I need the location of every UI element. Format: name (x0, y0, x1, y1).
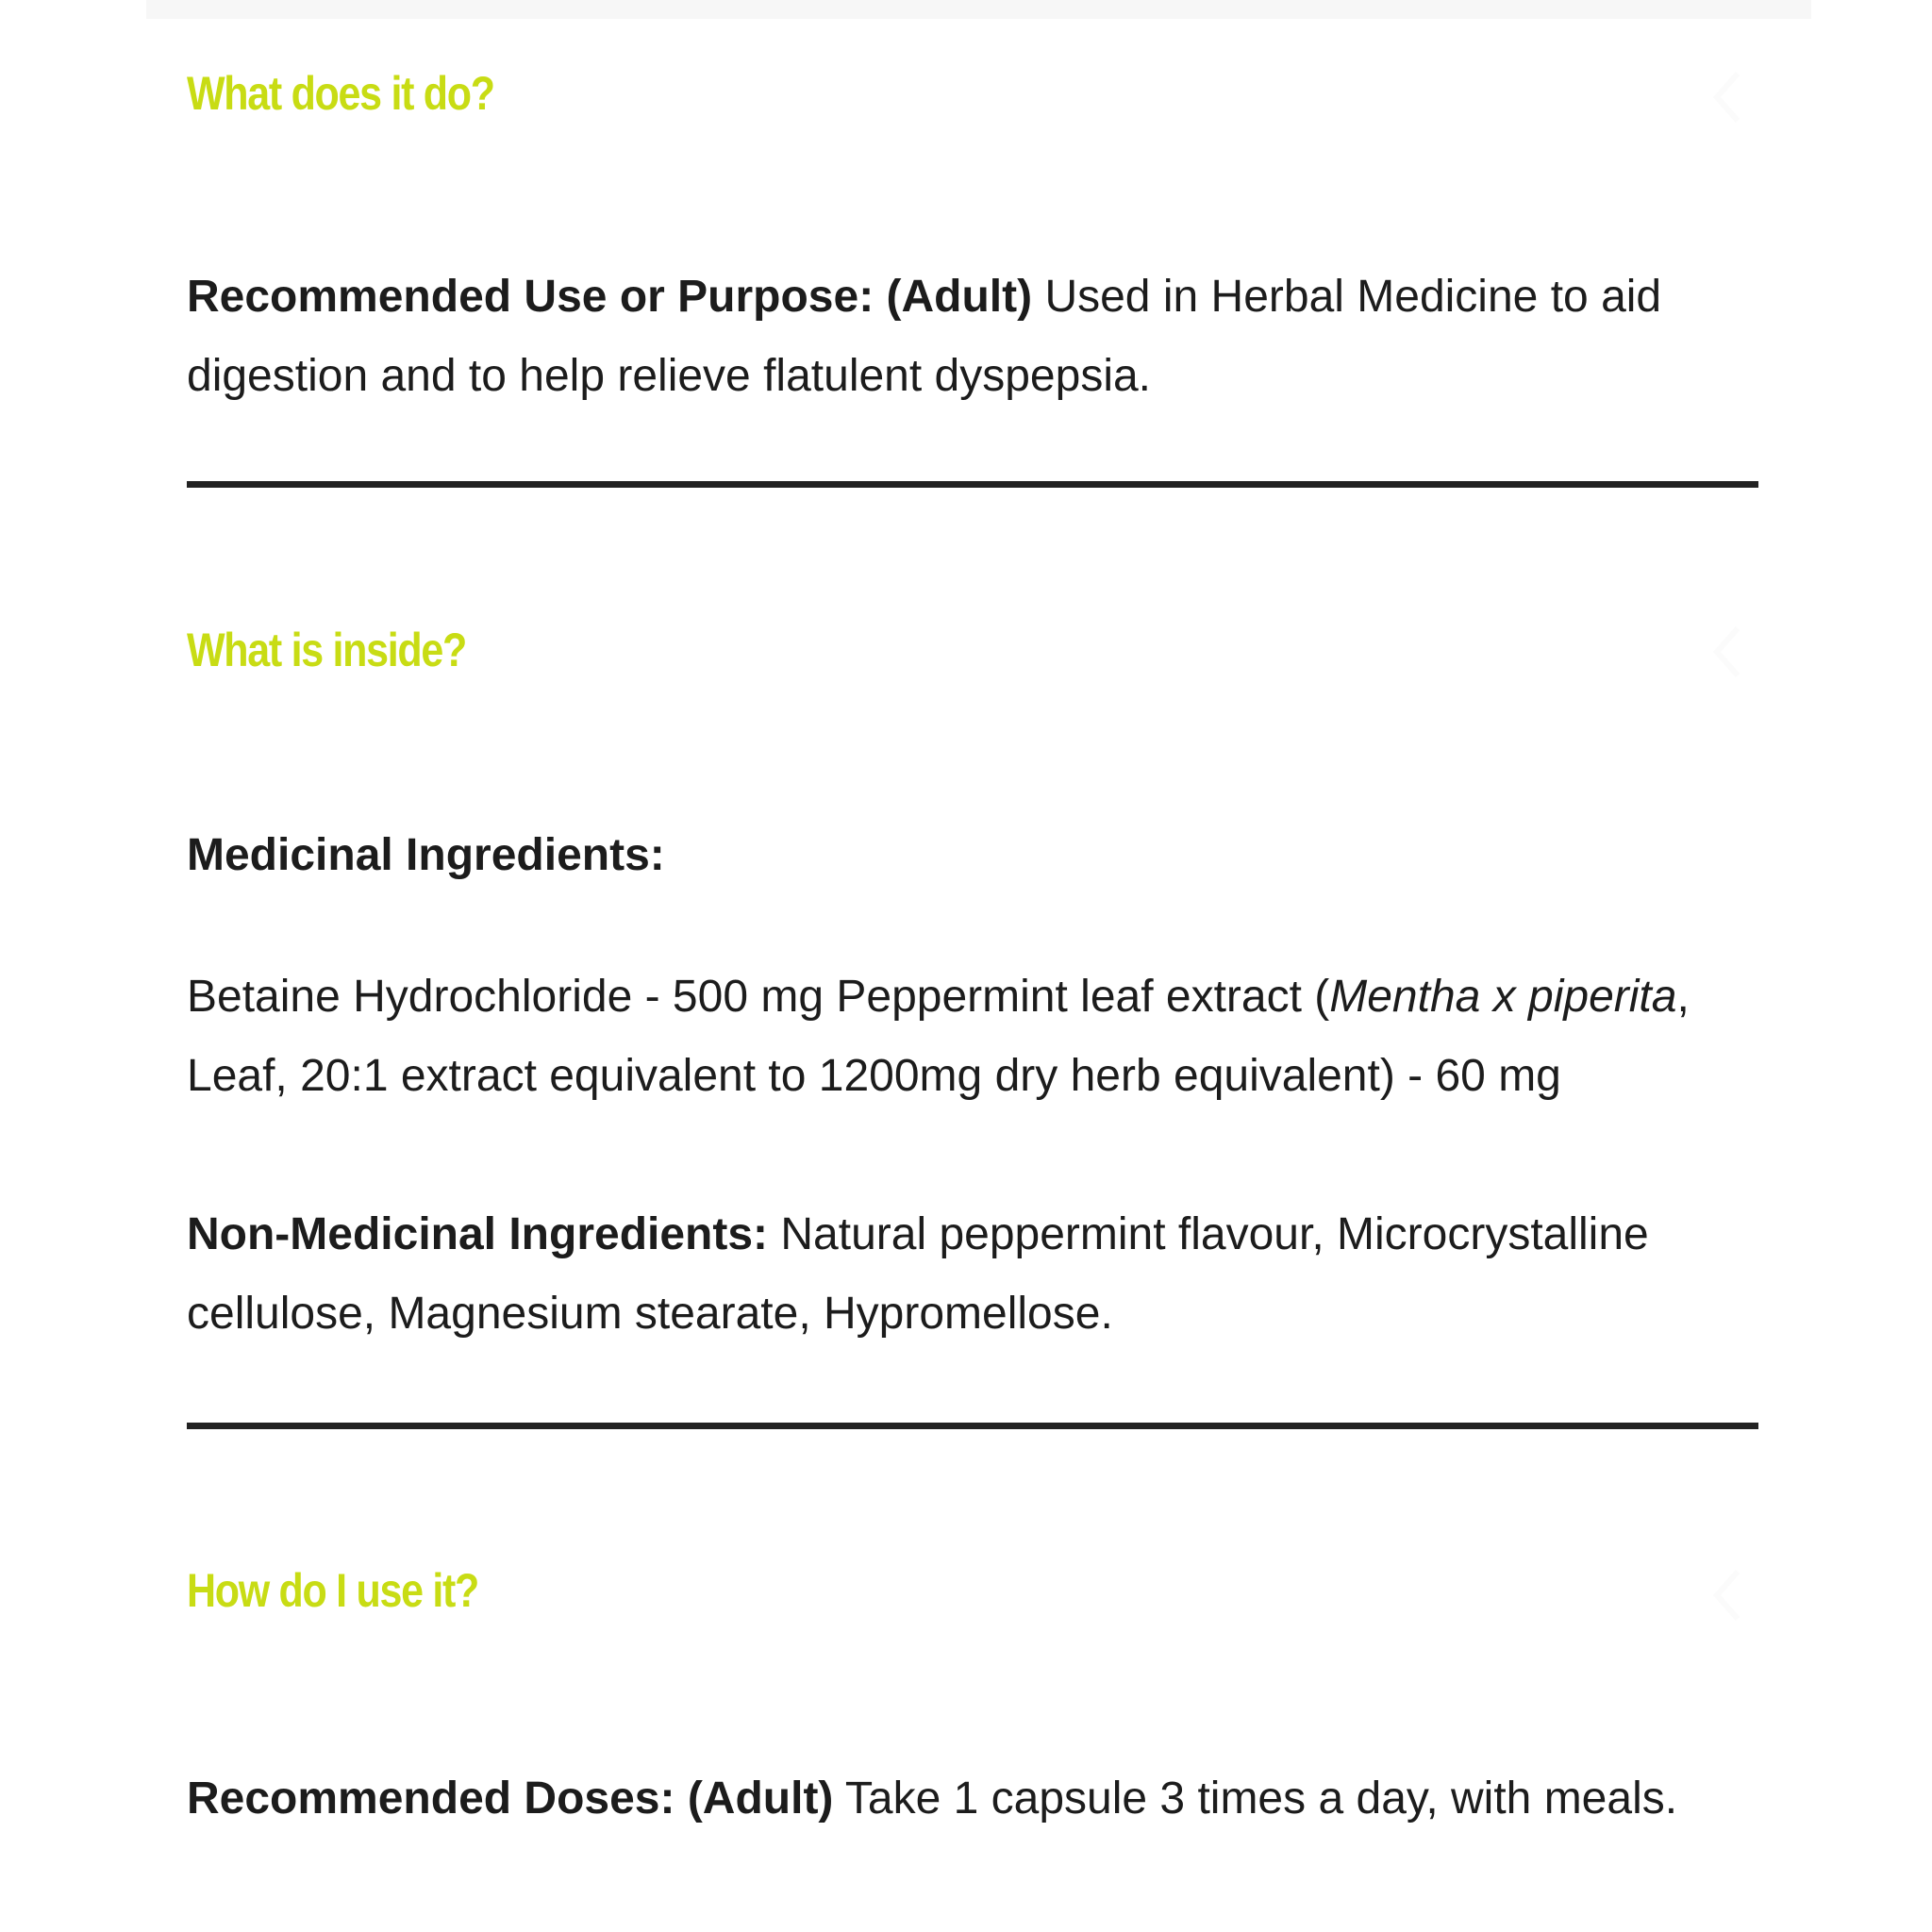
section-heading-how-do-i-use-it[interactable]: How do I use it? (187, 1564, 479, 1617)
medicinal-ingredients-text (187, 958, 1757, 1116)
latin-name: Mentha x piperita (1329, 972, 1677, 1022)
medicinal-ingredients-part1: Betaine Hydrochloride - 500 mg Peppermint leaf extract ( (187, 972, 1330, 1022)
recommended-use-text (187, 258, 1757, 416)
section-what-is-inside (187, 566, 1757, 1415)
medicinal-ingredients-part2: , Leaf, 20:1 extract equivalent to 1200mg dry herb equivalent) - 60 mg (187, 972, 1690, 1101)
recommended-doses-label: Recommended Doses: (Adult) (187, 1774, 834, 1824)
section-what-does-it-do (187, 0, 1757, 491)
chevron-icon[interactable] (1700, 55, 1757, 140)
non-medicinal-ingredients-label: Non-Medicinal Ingredients: (187, 1209, 769, 1259)
recommended-doses-value: Take 1 capsule 3 times a day, with meals. (833, 1774, 1678, 1824)
section-how-do-i-use-it (187, 1509, 1757, 1932)
chevron-icon[interactable] (1700, 609, 1757, 694)
recommended-use-value: Used in Herbal Medicine to aid digestion and to help relieve flatulent dyspepsia. (187, 272, 1662, 401)
chevron-icon[interactable] (1700, 1553, 1757, 1638)
section-heading-what-does-it-do[interactable]: What does it do? (187, 67, 494, 120)
non-medicinal-ingredients-value: Natural peppermint flavour, Microcrystalline cellulose, Magnesium stearate, Hypromellose. (187, 1209, 1649, 1339)
section-heading-what-is-inside[interactable]: What is inside? (187, 624, 467, 676)
recommended-doses-text (187, 1759, 1757, 1839)
recommended-use-label: Recommended Use or Purpose: (Adult) (187, 272, 1033, 322)
section-divider (187, 1423, 1758, 1429)
non-medicinal-ingredients-text (187, 1195, 1757, 1354)
medicinal-ingredients-heading: Medicinal Ingredients: (187, 830, 665, 880)
section-divider (187, 481, 1758, 488)
medicinal-ingredients-label (187, 816, 1757, 895)
